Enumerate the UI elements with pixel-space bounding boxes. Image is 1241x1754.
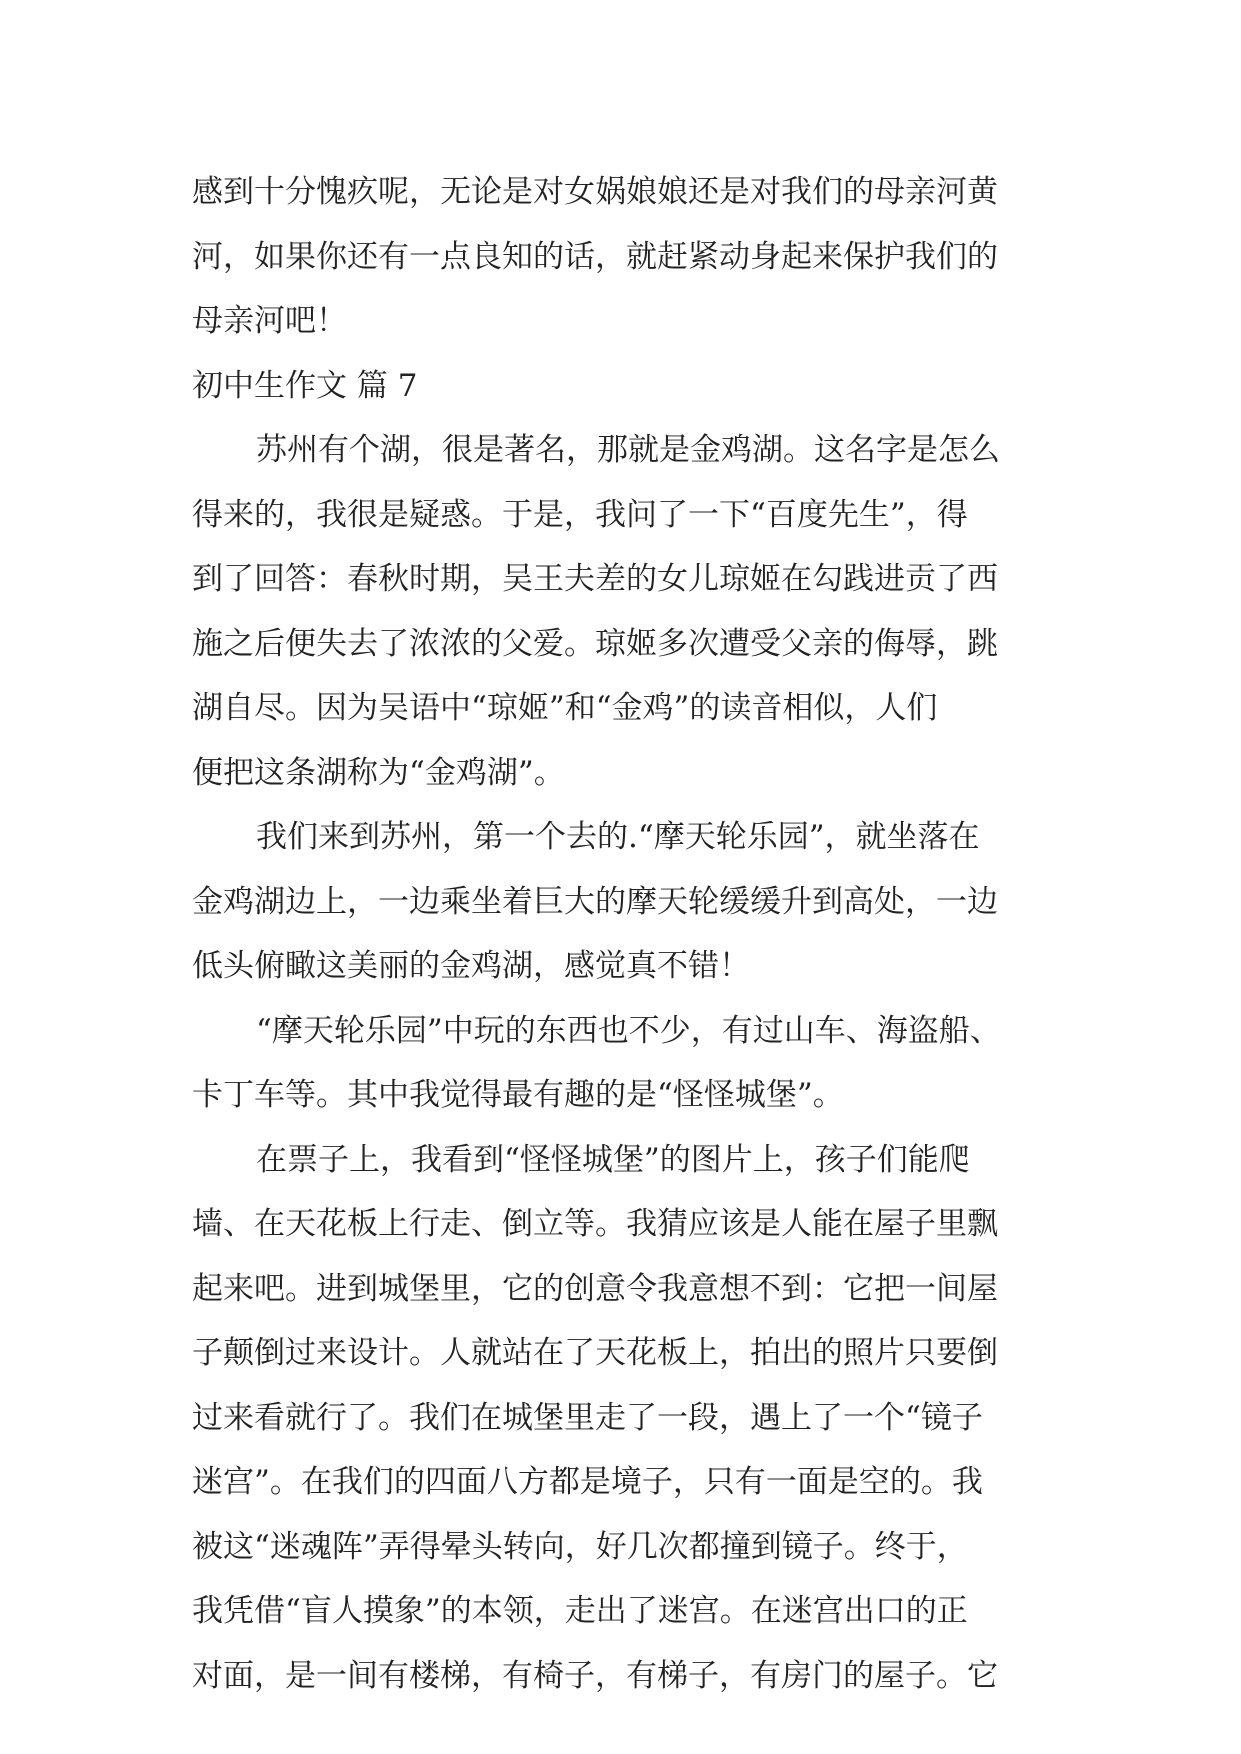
text-line: 起来吧。进到城堡里，它的创意令我意想不到：它把一间屋 <box>192 1270 998 1307</box>
text-line: 过来看就行了。我们在城堡里走了一段，遇上了一个“镜子 <box>192 1399 983 1436</box>
text-line: 低头俯瞰这美丽的金鸡湖，感觉真不错！ <box>192 948 750 984</box>
essay-text <box>192 160 1056 1708</box>
text-line: 苏州有个湖，很是著名，那就是金鸡湖。这名字是怎么 <box>256 432 1000 468</box>
text-line: 对面，是一间有楼梯，有椅子，有梯子，有房门的屋子。它 <box>192 1657 998 1694</box>
text-line: 在票子上，我看到“怪怪城堡”的图片上，孩子们能爬 <box>256 1141 970 1178</box>
text-line: 迷宫”。在我们的四面八方都是境子，只有一面是空的。我 <box>192 1464 983 1500</box>
text-line: 河，如果你还有一点良知的话，就赶紧动身起来保护我们的 <box>192 238 998 275</box>
section-heading: 初中生作文 篇 7 <box>192 367 418 404</box>
text-line: 便把这条湖称为“金鸡湖”。 <box>192 754 565 791</box>
text-line: 湖自尽。因为吴语中“琼姬”和“金鸡”的读音相似，人们 <box>192 690 938 726</box>
text-line: 我凭借“盲人摸象”的本领，走出了迷宫。在迷宫出口的正 <box>192 1593 968 1629</box>
text-line: 墙、在天花板上行走、倒立等。我猜应该是人能在屋子里飘 <box>192 1206 998 1242</box>
text-line: 被这“迷魂阵”弄得晕头转向，好几次都撞到镜子。终于， <box>192 1528 968 1565</box>
text-line: 我们来到苏州，第一个去的.“摩天轮乐园”，就坐落在 <box>256 819 980 855</box>
text-line: 金鸡湖边上，一边乘坐着巨大的摩天轮缓缓升到高处，一边 <box>192 883 998 920</box>
text-line: 卡丁车等。其中我觉得最有趣的是“怪怪城堡”。 <box>192 1077 844 1113</box>
text-line: 感到十分愧疚呢，无论是对女娲娘娘还是对我们的母亲河黄 <box>192 174 998 210</box>
text-line: 施之后便失去了浓浓的父爱。琼姬多次遭受父亲的侮辱，跳 <box>192 625 998 662</box>
text-line: 得来的，我很是疑惑。于是，我问了一下“百度先生”，得 <box>192 496 968 533</box>
text-line: 子颠倒过来设计。人就站在了天花板上，拍出的照片只要倒 <box>192 1335 998 1371</box>
text-line: “摩天轮乐园”中玩的东西也不少，有过山车、海盗船、 <box>256 1012 1001 1049</box>
text-line: 到了回答：春秋时期，吴王夫差的女儿琼姬在勾践进贡了西 <box>192 561 998 597</box>
text-line: 母亲河吧！ <box>192 303 347 339</box>
